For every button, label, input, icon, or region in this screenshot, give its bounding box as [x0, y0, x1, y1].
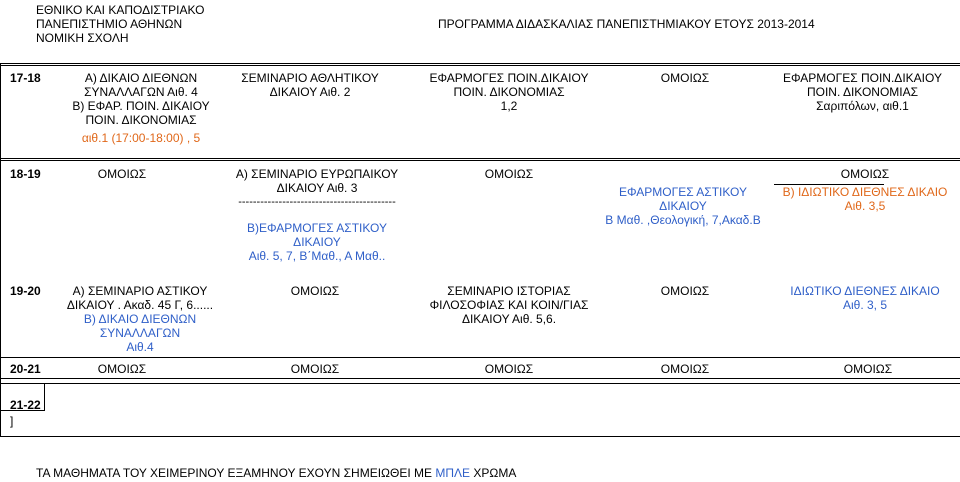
table-left-border	[0, 63, 1, 437]
cell-20-21-wed: ΟΜΟΙΩΣ	[484, 362, 534, 376]
cell-17-18-wed: ΕΦΑΡΜΟΓΕΣ ΠΟΙΝ.ΔΙΚΑΙΟΥ ΠΟΙΝ. ΔΙΚΟΝΟΜΙΑΣ 1,2	[429, 71, 589, 113]
cell-19-20-wed: ΣΕΜΙΝΑΡΙΟ ΙΣΤΟΡΙΑΣ ΦΙΛΟΣΟΦΙΑΣ ΚΑΙ ΚΟΙΝ/ΓΙΑΣ ΔΙΚΑΙΟΥ Αιθ. 5,6.	[429, 284, 589, 326]
university-name-line2: ΠΑΝΕΠΙΣΤΗΜΙΟ ΑΘΗΝΩΝ	[36, 17, 183, 31]
footer-note: ΤΑ ΜΑΘΗΜΑΤΑ ΤΟΥ ΧΕΙΜΕΡΙΝΟΥ ΕΞΑΜΗΝΟΥ ΕΧΟΥΝ ΣΗΜΕΙΩΘΕΙ ΜΕ ΜΠΛΕ ΧΡΩΜΑ	[36, 466, 517, 480]
time-19-20: 19-20	[10, 284, 41, 298]
time-18-19: 18-19	[10, 167, 41, 181]
cell-17-18-tue: ΣΕΜΙΝΑΡΙΟ ΑΘΛΗΤΙΚΟΥ ΔΙΚΑΙΟΥ Αιθ. 2	[241, 71, 379, 99]
time-cell-border	[44, 383, 45, 411]
bracket-mark: ]	[10, 414, 14, 428]
school-name: ΝΟΜΙΚΗ ΣΧΟΛΗ	[36, 31, 129, 45]
cell-19-20-tue: ΟΜΟΙΩΣ	[290, 284, 340, 298]
table-bottom-border	[0, 436, 960, 437]
cell-19-20-thu: ΟΜΟΙΩΣ	[660, 284, 710, 298]
footer-blue-word: ΜΠΛΕ	[435, 466, 471, 480]
cell-20-21-mon: ΟΜΟΙΩΣ	[97, 362, 147, 376]
cell-18-19-thu: ΕΦΑΡΜΟΓΕΣ ΑΣΤΙΚΟΥ ΔΙΚΑΙΟΥ Β Μαθ. ,Θεολογική, 7,Ακαδ.Β	[605, 185, 761, 227]
cell-19-20-mon: Α) ΣΕΜΙΝΑΡΙΟ ΑΣΤΙΚΟΥ ΔΙΚΑΙΟΥ . Ακαδ. 45 Γ, 6...... Β) ΔΙΚΑΙΟ ΔΙΕΘΝΩΝ ΣΥΝΑΛΛΑΓΩΝ Αιθ.4	[66, 284, 214, 354]
row-separator	[0, 383, 960, 384]
cell-20-21-thu: ΟΜΟΙΩΣ	[660, 362, 710, 376]
row-separator	[0, 357, 960, 358]
cell-18-19-wed: ΟΜΟΙΩΣ	[484, 167, 534, 181]
row-separator	[0, 158, 960, 159]
cell-17-18-thu: ΟΜΟΙΩΣ	[660, 71, 710, 85]
program-title: ΠΡΟΓΡΑΜΜΑ ΔΙΔΑΣΚΑΛΙΑΣ ΠΑΝΕΠΙΣΤΗΜΙΑΚΟΥ ΕΤΟΥΣ 2013-2014	[438, 17, 815, 31]
cell-19-20-fri: ΙΔΙΩΤΙΚΟ ΔΙΕΘΝΕΣ ΔΙΚΑΙΟ Αιθ. 3, 5	[790, 284, 940, 312]
cell-17-18-fri: ΕΦΑΡΜΟΓΕΣ ΠΟΙΝ.ΔΙΚΑΙΟΥ ΠΟΙΝ. ΔΙΚΟΝΟΜΙΑΣ Σαριπόλων, αιθ.1	[783, 71, 942, 113]
table-top-border	[0, 63, 960, 64]
cell-18-19-tue: Α) ΣΕΜΙΝΑΡΙΟ ΕΥΡΩΠΑΙΚΟΥ ΔΙΚΑΙΟΥ Αιθ. 3 ------------------------------------------- Β)ΕΦΑΡΜΟΓΕΣ ΑΣΤΙΚΟΥ ΔΙΚΑΙΟΥ Αιθ. 5, 7, Β΄Μαθ., Α Μαθ..	[235, 167, 399, 263]
cell-18-19-fri: ΟΜΟΙΩΣ Β) ΙΔΙΩΤΙΚΟ ΔΙΕΘΝΕΣ ΔΙΚΑΙΟ Αιθ. 3,5	[782, 167, 948, 213]
row-separator	[0, 378, 960, 379]
cell-20-21-fri: ΟΜΟΙΩΣ	[843, 362, 893, 376]
time-17-18: 17-18	[10, 71, 41, 85]
time-21-22: 21-22	[10, 398, 41, 412]
cell-17-18-mon: Α) ΔΙΚΑΙΟ ΔΙΕΘΝΩΝ ΣΥΝΑΛΛΑΓΩΝ Αιθ. 4 Β) ΕΦΑΡ. ΠΟΙΝ. ΔΙΚΑΙΟΥ ΠΟΙΝ. ΔΙΚΟΝΟΜΙΑΣ αιθ.1 (17:00-18:00) , 5	[72, 71, 210, 145]
cell-20-21-tue: ΟΜΟΙΩΣ	[290, 362, 340, 376]
row-separator-double	[0, 160, 960, 161]
university-name-line1: ΕΘΝΙΚΟ ΚΑΙ ΚΑΠΟΔΙΣΤΡΙΑΚΟ	[36, 3, 205, 17]
cell-18-19-mon: ΟΜΟΙΩΣ	[97, 167, 147, 181]
time-20-21: 20-21	[10, 362, 41, 376]
table-top-border-double	[0, 65, 960, 66]
